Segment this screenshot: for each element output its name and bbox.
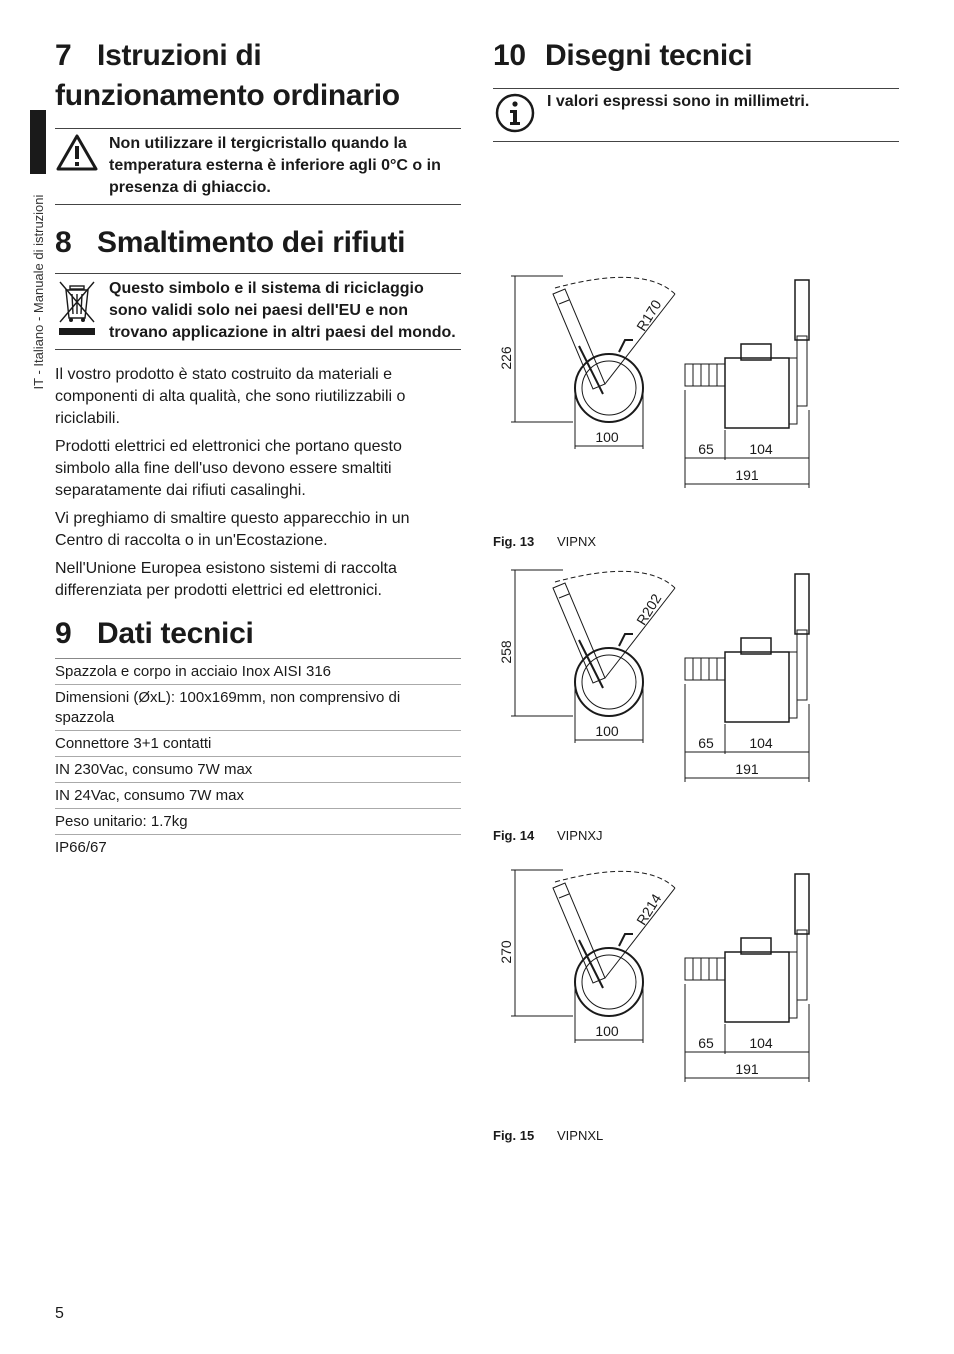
radius-dimension-label: R202 bbox=[633, 590, 665, 628]
warning-notice bbox=[55, 128, 461, 205]
spec-row: IN 24Vac, consumo 7W max bbox=[55, 783, 461, 809]
dimension-drawing bbox=[493, 568, 899, 808]
section-7-title-line2: funzionamento ordinario bbox=[55, 79, 400, 112]
figure-caption bbox=[493, 828, 899, 843]
height-dimension-label: 270 bbox=[498, 940, 514, 964]
radius-dimension-label: R170 bbox=[633, 296, 665, 334]
section-7-heading bbox=[55, 36, 461, 116]
figure-number: Fig. 14 bbox=[493, 828, 535, 843]
section-9-heading bbox=[55, 614, 461, 654]
disposal-paragraphs bbox=[55, 364, 461, 602]
paragraph: Vi preghiamo di smaltire questo apparecchio in un Centro di raccolta o in un'Ecostazione. bbox=[55, 510, 410, 549]
dimension-drawing bbox=[493, 868, 899, 1108]
warning-text: Non utilizzare il tergicristallo quando la temperatura esterna è inferiore agli 0°C o in presenza di ghiaccio. bbox=[109, 135, 441, 196]
section-10-title: Disegni tecnici bbox=[545, 39, 753, 72]
spec-row: Connettore 3+1 contatti bbox=[55, 731, 461, 757]
technical-drawing bbox=[493, 274, 899, 534]
spec-row: Peso unitario: 1.7kg bbox=[55, 809, 461, 835]
paragraph: Prodotti elettrici ed elettronici che portano questo simbolo alla fine dell'uso devono essere smaltiti separatamente dai rifiuti casalinghi. bbox=[55, 438, 402, 499]
weee-notice-text: Questo simbolo e il sistema di riciclaggio sono validi solo nei paesi dell'EU e non trovano applicazione in altri paesi del mondo. bbox=[109, 280, 456, 341]
warning-triangle-icon bbox=[55, 133, 99, 173]
technical-drawing bbox=[493, 568, 899, 828]
section-10-heading bbox=[493, 36, 899, 76]
connector-dimension-label: 65 bbox=[698, 441, 714, 457]
section-7-title-line1: Istruzioni di bbox=[97, 39, 262, 72]
section-10-number: 10 bbox=[493, 39, 526, 72]
section-9-title: Dati tecnici bbox=[97, 617, 254, 650]
section-9-number: 9 bbox=[55, 617, 72, 650]
right-column bbox=[493, 36, 899, 1143]
diameter-dimension-label: 100 bbox=[595, 429, 619, 445]
diameter-dimension-label: 100 bbox=[595, 723, 619, 739]
figure-caption bbox=[493, 534, 899, 549]
figure-model: VIPNXL bbox=[557, 1128, 604, 1143]
page-number: 5 bbox=[55, 1305, 64, 1322]
info-notice bbox=[493, 88, 899, 142]
figure-block bbox=[493, 568, 899, 843]
side-running-label: IT - Italiano - Manuale di istruzioni bbox=[31, 194, 46, 390]
spec-row: IN 230Vac, consumo 7W max bbox=[55, 757, 461, 783]
paragraph: Nell'Unione Europea esistono sistemi di raccolta differenziata per prodotti elettrici ed elettronici. bbox=[55, 560, 397, 599]
section-8-heading bbox=[55, 223, 461, 263]
technical-drawing bbox=[493, 868, 899, 1128]
height-dimension-label: 226 bbox=[498, 346, 514, 370]
diameter-dimension-label: 100 bbox=[595, 1023, 619, 1039]
body-dimension-label: 104 bbox=[749, 1035, 773, 1051]
height-dimension-label: 258 bbox=[498, 640, 514, 664]
body-dimension-label: 104 bbox=[749, 441, 773, 457]
spec-row: IP66/67 bbox=[55, 839, 107, 856]
figure-model: VIPNX bbox=[557, 534, 597, 549]
dimension-drawing bbox=[493, 274, 899, 514]
total-dimension-label: 191 bbox=[735, 467, 759, 483]
total-dimension-label: 191 bbox=[735, 761, 759, 777]
body-dimension-label: 104 bbox=[749, 735, 773, 751]
radius-dimension-label: R214 bbox=[633, 890, 665, 928]
paragraph: Il vostro prodotto è stato costruito da materiali e componenti di alta qualità, che sono riutilizzabili o riciclabili. bbox=[55, 366, 406, 427]
section-7-number: 7 bbox=[55, 39, 72, 72]
figure-number: Fig. 15 bbox=[493, 1128, 535, 1143]
spec-row: Spazzola e corpo in acciaio Inox AISI 316 bbox=[55, 659, 461, 685]
section-8-title: Smaltimento dei rifiuti bbox=[97, 226, 406, 259]
total-dimension-label: 191 bbox=[735, 1061, 759, 1077]
info-icon bbox=[493, 91, 537, 135]
weee-notice bbox=[55, 273, 461, 350]
connector-dimension-label: 65 bbox=[698, 1035, 714, 1051]
figure-block bbox=[493, 868, 899, 1143]
left-column bbox=[55, 36, 461, 860]
figure-block bbox=[493, 274, 899, 549]
figure-number: Fig. 13 bbox=[493, 534, 535, 549]
crossed-bin-icon bbox=[55, 278, 99, 338]
figure-caption bbox=[493, 1128, 899, 1143]
connector-dimension-label: 65 bbox=[698, 735, 714, 751]
section-8-number: 8 bbox=[55, 226, 72, 259]
spec-row: Dimensioni (ØxL): 100x169mm, non comprensivo di spazzola bbox=[55, 685, 461, 731]
spec-list bbox=[55, 658, 461, 860]
figure-model: VIPNXJ bbox=[557, 828, 603, 843]
info-notice-text: I valori espressi sono in millimetri. bbox=[547, 93, 810, 110]
